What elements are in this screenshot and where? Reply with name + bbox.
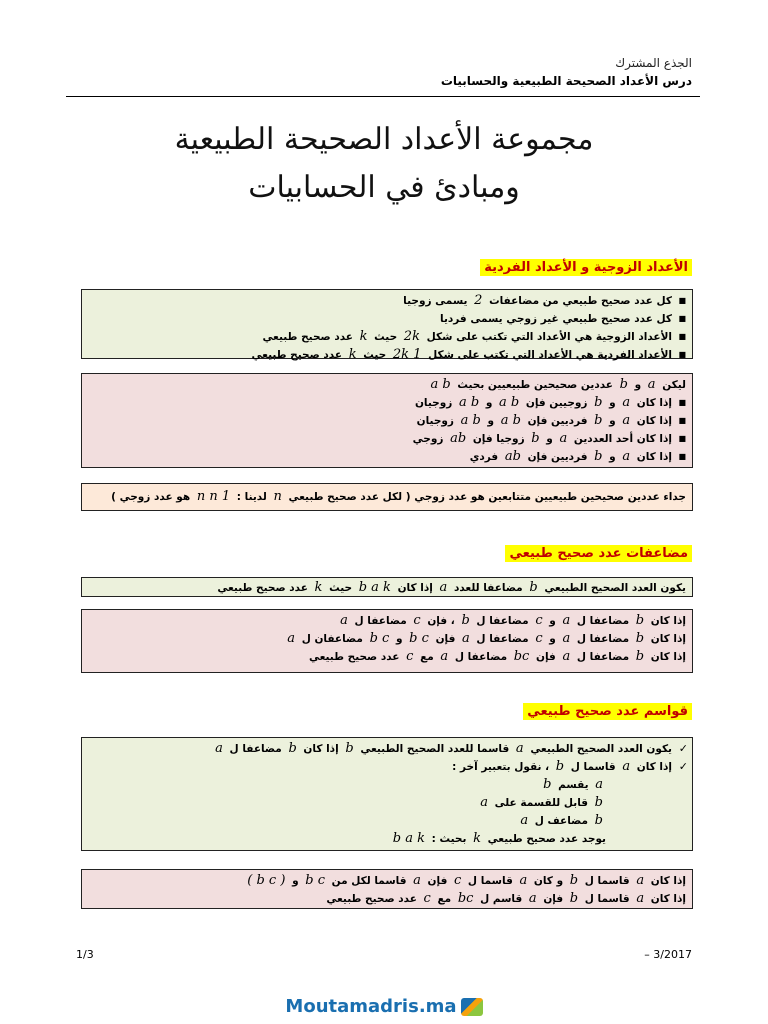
- text: إذا كان: [636, 451, 672, 463]
- text: زوجيان: [414, 397, 453, 409]
- text: زوجيان: [416, 415, 454, 427]
- text: و: [292, 875, 299, 887]
- math: ( b c ): [247, 873, 286, 888]
- text: و: [485, 397, 493, 409]
- list-item: [88, 758, 688, 776]
- math: a: [287, 631, 296, 646]
- text: قاسم ل: [480, 893, 523, 905]
- text: قاسما ل: [570, 761, 616, 773]
- text: عدد صحيح طبيعي: [262, 331, 353, 343]
- property-line: [88, 890, 686, 908]
- bullet-icon: ■: [678, 452, 686, 461]
- math: bc: [457, 891, 474, 906]
- box-consecutive-product: [81, 483, 693, 511]
- math: a: [622, 759, 631, 774]
- list-item: [88, 310, 686, 328]
- list-item: [88, 448, 686, 466]
- text: كل عدد صحيح طبيعي غير زوجي يسمى فرديا: [440, 313, 672, 325]
- math: c: [413, 613, 421, 628]
- math: a: [559, 431, 568, 446]
- math: bc: [513, 649, 530, 664]
- list-item: [88, 328, 686, 346]
- definition-list: [88, 292, 686, 364]
- math: 2k: [403, 329, 420, 344]
- text: إذا كان أحد العددين: [573, 433, 672, 445]
- math: b c: [305, 873, 325, 888]
- section-heading-even-odd: [480, 256, 692, 275]
- text: مضاعفا ل: [454, 651, 508, 663]
- text: مضاعفا ل: [576, 615, 630, 627]
- header-divider: [66, 96, 700, 97]
- bullet-icon: ■: [678, 296, 686, 305]
- text: حيث: [363, 349, 387, 361]
- text: يسمى زوجيا: [403, 295, 468, 307]
- box-divisor-properties: [81, 869, 693, 909]
- text: ، فإن: [427, 615, 455, 627]
- math: b: [461, 613, 470, 628]
- list-item: [88, 292, 686, 310]
- list-item: [88, 412, 686, 430]
- property-list: [88, 394, 686, 466]
- text: قابل للقسمة على: [494, 797, 589, 809]
- math: a: [622, 395, 631, 410]
- bullet-icon: ■: [678, 350, 686, 359]
- text: قاسما لكل من: [331, 875, 407, 887]
- math: b: [569, 891, 579, 906]
- box-multiple-properties: [81, 609, 693, 673]
- math: a: [562, 649, 571, 664]
- text: إذا كان: [650, 893, 686, 905]
- math: b: [594, 813, 603, 828]
- math: k: [359, 329, 368, 344]
- logo-mark-icon: [461, 998, 483, 1016]
- bullet-icon: ■: [678, 434, 686, 443]
- math: b: [569, 873, 579, 888]
- equivalent-line: [88, 830, 686, 848]
- text: مضاعفا ل: [354, 615, 407, 627]
- math: c: [423, 891, 431, 906]
- text: مع: [420, 651, 434, 663]
- math: b: [345, 741, 354, 756]
- text: و: [549, 633, 556, 645]
- text: جداء عددين صحيحين طبيعيين متتابعين هو عدد زوجي ( لكل عدد صحيح طبيعي: [288, 491, 686, 503]
- math: b: [635, 649, 645, 664]
- text: فرديين فإن: [527, 451, 588, 463]
- bullet-icon: ■: [678, 314, 686, 323]
- math: n: [273, 489, 282, 504]
- equivalent-line: [88, 794, 686, 812]
- list-item: [88, 394, 686, 412]
- text: بحيث :: [431, 833, 467, 845]
- text: قاسما ل: [467, 875, 513, 887]
- section-heading-divisors: [523, 700, 692, 719]
- math: a: [636, 891, 645, 906]
- math: b: [531, 431, 540, 446]
- bullet-icon: ■: [678, 416, 686, 425]
- text: يكون العدد الصحيح الطبيعي: [530, 743, 672, 755]
- math: a: [413, 873, 421, 888]
- math: a: [439, 580, 448, 595]
- box-multiple-definition: [81, 577, 693, 597]
- math: a: [519, 873, 528, 888]
- text: عدد صحيح طبيعي: [251, 349, 343, 361]
- text: و: [634, 379, 642, 391]
- page-number: 1/3: [76, 948, 94, 961]
- math: a: [562, 631, 571, 646]
- text: فرديين فإن: [527, 415, 588, 427]
- math: b c: [369, 631, 390, 646]
- checkmark-icon: ✓: [678, 760, 688, 773]
- math: a b: [460, 413, 481, 428]
- text: إذا كان: [636, 761, 672, 773]
- checkmark-icon: ✓: [678, 742, 688, 755]
- math: ab: [450, 431, 467, 446]
- math: a: [595, 777, 603, 792]
- list-item: [88, 430, 686, 448]
- math: b: [594, 449, 603, 464]
- math: a b: [458, 395, 480, 410]
- text: لدينا :: [236, 491, 267, 503]
- text: كل عدد صحيح طبيعي من مضاعفات: [489, 295, 672, 307]
- math: n n 1: [196, 489, 231, 504]
- text: مع: [437, 893, 452, 905]
- text: و كان: [533, 875, 564, 887]
- math: b: [635, 613, 645, 628]
- lesson-subtitle: درس الأعداد الصحيحة الطبيعية والحسابيات: [440, 74, 692, 88]
- statement-line: [88, 486, 686, 508]
- text: يكون العدد الصحيح الطبيعي: [544, 582, 686, 594]
- math: k: [314, 580, 323, 595]
- math: a b: [430, 377, 451, 392]
- math: b: [619, 377, 628, 392]
- logo-text: Moutamadris.ma: [285, 996, 457, 1017]
- definition-line: [88, 580, 686, 596]
- math: b: [529, 580, 538, 595]
- text: فإن: [536, 651, 556, 663]
- text: هو عدد زوجي ): [111, 491, 191, 503]
- text: فردي: [469, 451, 499, 463]
- math: a: [528, 891, 537, 906]
- math: b: [543, 777, 552, 792]
- text: إذا كان: [636, 415, 672, 427]
- math: k: [473, 831, 481, 846]
- list-item: [88, 740, 688, 758]
- math: a: [622, 449, 631, 464]
- math: 2k 1: [392, 347, 422, 362]
- math: a: [520, 813, 529, 828]
- section-heading-label: قواسم عدد صحيح طبيعي: [523, 703, 692, 720]
- text: يقسم: [558, 779, 589, 791]
- property-line: [88, 630, 686, 648]
- math: c: [535, 613, 543, 628]
- math: a: [515, 741, 524, 756]
- math: c: [406, 649, 414, 664]
- text: و: [487, 415, 495, 427]
- text: و: [546, 433, 553, 445]
- math: b: [555, 759, 565, 774]
- math: a: [340, 613, 348, 628]
- section-heading-label: الأعداد الزوجية و الأعداد الفردية: [480, 259, 692, 276]
- text: عددين صحيحين طبيعيين بحيث: [457, 379, 613, 391]
- text: حيث: [374, 331, 398, 343]
- text: فإن: [427, 875, 448, 887]
- text: مضاعفا ل: [476, 633, 529, 645]
- text: حيث: [329, 582, 353, 594]
- level-label: الجذع المشترك: [615, 56, 692, 70]
- text: إذا كان: [650, 875, 686, 887]
- text: مضاعفا ل: [576, 633, 630, 645]
- text: و: [609, 397, 616, 409]
- math: b: [288, 741, 297, 756]
- footer-date: – 3/2017: [644, 948, 692, 961]
- text: إذا كان: [650, 633, 686, 645]
- text: قاسما للعدد الصحيح الطبيعي: [360, 743, 510, 755]
- text: ، نقول بتعبير آخر :: [452, 761, 550, 773]
- text: زوجيا فإن: [472, 433, 525, 445]
- property-line: [88, 612, 686, 630]
- bullet-icon: ■: [678, 398, 686, 407]
- math: a: [462, 631, 470, 646]
- math: k: [348, 347, 357, 362]
- text: و: [395, 633, 403, 645]
- math: c: [535, 631, 543, 646]
- math: a: [647, 377, 656, 392]
- text: مضاعفا للعدد: [453, 582, 523, 594]
- list-item: [88, 346, 686, 364]
- box-even-odd-definitions: [81, 289, 693, 362]
- math: a b: [500, 413, 521, 428]
- text: إذا كان: [636, 397, 672, 409]
- text: مضاعفان ل: [301, 633, 363, 645]
- text: فإن: [543, 893, 564, 905]
- text: ليكن: [662, 379, 686, 391]
- math: b a k: [392, 831, 426, 846]
- math: b: [635, 631, 645, 646]
- text: إذا كان: [303, 743, 339, 755]
- math: c: [453, 873, 462, 888]
- text: و: [549, 615, 556, 627]
- text: يوجد عدد صحيح طبيعي: [487, 833, 606, 845]
- math: ab: [504, 449, 521, 464]
- divisor-list: [88, 740, 686, 776]
- box-parity-properties: [81, 373, 693, 468]
- math: 2: [474, 293, 483, 308]
- text: عدد صحيح طبيعي: [308, 651, 400, 663]
- text: زوجي: [412, 433, 444, 445]
- text: قاسما ل: [584, 893, 630, 905]
- property-line: [88, 872, 686, 890]
- text: الأعداد الفردية هي الأعداد التي تكتب على شكل: [428, 349, 672, 361]
- section-heading-multiples: [505, 542, 692, 561]
- page-title-line1: مجموعة الأعداد الصحيحة الطبيعية: [174, 122, 594, 157]
- equivalent-line: [88, 776, 686, 794]
- text: مضاعفا ل: [229, 743, 282, 755]
- bullet-icon: ■: [678, 332, 686, 341]
- math: b a k: [358, 580, 391, 595]
- text: إذا كان: [650, 615, 686, 627]
- text: مضاعفا ل: [476, 615, 529, 627]
- intro-line: [88, 376, 686, 394]
- text: و: [609, 415, 616, 427]
- text: الأعداد الزوجية هي الأعداد التي تكتب على شكل: [426, 331, 672, 343]
- section-heading-label: مضاعفات عدد صحيح طبيعي: [505, 545, 692, 562]
- math: a: [215, 741, 223, 756]
- text: عدد صحيح طبيعي: [217, 582, 308, 594]
- text: زوجيين فإن: [525, 397, 588, 409]
- text: قاسما ل: [584, 875, 630, 887]
- math: b: [594, 795, 603, 810]
- text: إذا كان: [397, 582, 433, 594]
- text: و: [609, 451, 616, 463]
- math: b: [594, 395, 603, 410]
- property-line: [88, 648, 686, 666]
- math: b c: [409, 631, 429, 646]
- math: a: [622, 413, 631, 428]
- math: a: [440, 649, 449, 664]
- page-title-line2: ومبادئ في الحسابيات: [248, 170, 520, 205]
- text: عدد صحيح طبيعي: [326, 893, 417, 905]
- text: مضاعف ل: [534, 815, 589, 827]
- site-logo[interactable]: [0, 996, 768, 1017]
- text: إذا كان: [650, 651, 686, 663]
- math: a b: [499, 395, 520, 410]
- text: فإن: [435, 633, 456, 645]
- math: a: [480, 795, 488, 810]
- math: b: [594, 413, 603, 428]
- text: مضاعفا ل: [576, 651, 630, 663]
- math: a: [562, 613, 571, 628]
- math: a: [636, 873, 645, 888]
- equivalent-line: [88, 812, 686, 830]
- box-divisor-definition: [81, 737, 693, 851]
